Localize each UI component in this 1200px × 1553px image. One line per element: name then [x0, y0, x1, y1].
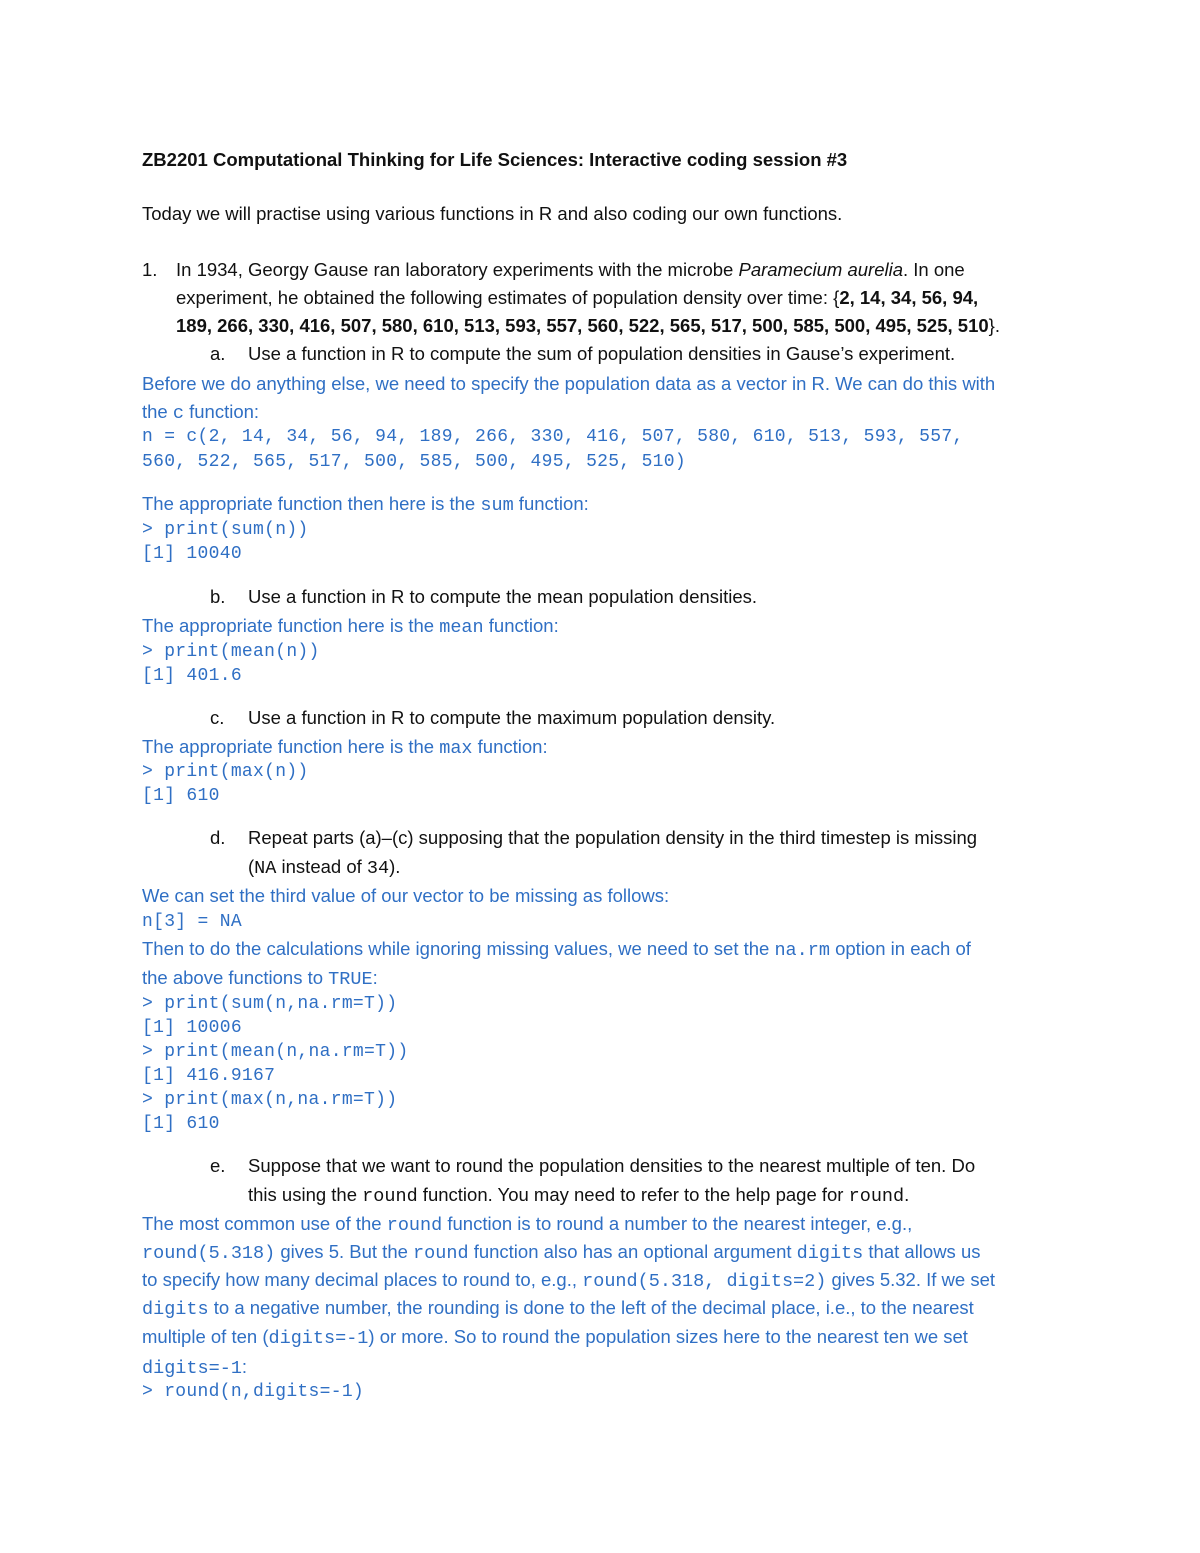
- species-name: Paramecium aurelia: [738, 259, 903, 280]
- code-vector-line-2: 560, 522, 565, 517, 500, 585, 500, 495, 525, 510): [142, 452, 686, 472]
- part-label: a.: [210, 343, 226, 364]
- code-print-max: > print(max(n)): [142, 762, 309, 782]
- part-label: c.: [210, 707, 225, 728]
- code-output: [1] 10006: [142, 1018, 242, 1038]
- part-b-question: b. Use a function in R to compute the mean population densities.: [210, 586, 758, 607]
- intro-text: Today we will practise using various functions in R and also coding our own functions.: [142, 203, 843, 224]
- part-e-answer-line-5: multiple of ten (digits=-1) or more. So to round the population sizes here to the nearest ten we set: [142, 1326, 968, 1349]
- part-label: e.: [210, 1155, 226, 1176]
- code-print-mean-narm: > print(mean(n,na.rm=T)): [142, 1042, 409, 1062]
- part-e-answer-line-2: round(5.318) gives 5. But the round function also has an optional argument digits that allows us: [142, 1241, 981, 1264]
- page-title: ZB2201 Computational Thinking for Life Sciences: Interactive coding session #3: [142, 149, 848, 170]
- part-b-answer: The appropriate function here is the mean function:: [142, 615, 559, 638]
- part-a-answer-line-2: the c function:: [142, 401, 260, 424]
- part-d-answer-line-1: We can set the third value of our vector to be missing as follows:: [142, 885, 670, 906]
- question-1-line-3: 189, 266, 330, 416, 507, 580, 610, 513, 593, 557, 560, 522, 565, 517, 500, 585, 500, 495, 525, 510}.: [176, 315, 1000, 336]
- code-print-sum: > print(sum(n)): [142, 520, 309, 540]
- population-data: 189, 266, 330, 416, 507, 580, 610, 513, 593, 557, 560, 522, 565, 517, 500, 585, 500, 495, 525, 510: [176, 315, 989, 336]
- code-output: [1] 10040: [142, 544, 242, 564]
- code-output: [1] 401.6: [142, 666, 242, 686]
- part-c-answer: The appropriate function here is the max function:: [142, 736, 548, 759]
- part-e-answer-line-3: to specify how many decimal places to round to, e.g., round(5.318, digits=2) gives 5.32. If we set: [142, 1269, 996, 1292]
- part-a-answer-line-3: The appropriate function then here is the sum function:: [142, 493, 589, 516]
- code-print-max-narm: > print(max(n,na.rm=T)): [142, 1090, 398, 1110]
- part-d-answer-line-2: Then to do the calculations while ignoring missing values, we need to set the na.rm option in each of: [142, 938, 971, 961]
- code-print-mean: > print(mean(n)): [142, 642, 320, 662]
- code-output: [1] 610: [142, 786, 220, 806]
- code-set-na: n[3] = NA: [142, 912, 242, 932]
- part-d-question-line-1: d. Repeat parts (a)–(c) supposing that the population density in the third timestep is missing: [210, 827, 978, 848]
- part-e-question-line-2: this using the round function. You may need to refer to the help page for round.: [248, 1184, 910, 1207]
- part-label: b.: [210, 586, 226, 607]
- part-a-answer-line-1: Before we do anything else, we need to specify the population data as a vector in R. We can do this with: [142, 373, 996, 394]
- part-e-answer-line-1: The most common use of the round function is to round a number to the nearest integer, e.g.,: [142, 1213, 913, 1236]
- code-vector-line-1: n = c(2, 14, 34, 56, 94, 189, 266, 330, 416, 507, 580, 610, 513, 593, 557,: [142, 427, 964, 447]
- code-round: > round(n,digits=-1): [142, 1382, 365, 1402]
- part-e-answer-line-6: digits=-1:: [142, 1356, 248, 1379]
- part-e-question-line-1: e. Suppose that we want to round the population densities to the nearest multiple of ten. Do: [210, 1155, 976, 1176]
- question-number: 1.: [142, 259, 158, 280]
- part-label: d.: [210, 827, 226, 848]
- question-1-line-1: 1. In 1934, Georgy Gause ran laboratory experiments with the microbe Paramecium aurelia. In one: [142, 259, 965, 280]
- code-output: [1] 416.9167: [142, 1066, 276, 1086]
- part-a-question: a. Use a function in R to compute the sum of population densities in Gause’s experiment.: [210, 343, 956, 364]
- question-1-line-2: experiment, he obtained the following estimates of population density over time: {2, 14, 34, 56, 94,: [176, 287, 979, 308]
- part-d-answer-line-3: the above functions to TRUE:: [142, 967, 378, 990]
- part-e-answer-line-4: digits to a negative number, the rounding is done to the left of the decimal place, i.e., to the nearest: [142, 1297, 974, 1320]
- code-print-sum-narm: > print(sum(n,na.rm=T)): [142, 994, 398, 1014]
- part-d-question-line-2: (NA instead of 34).: [248, 856, 401, 879]
- population-data: 2, 14, 34, 56, 94,: [839, 287, 979, 308]
- code-output: [1] 610: [142, 1114, 220, 1134]
- part-c-question: c. Use a function in R to compute the maximum population density.: [210, 707, 776, 728]
